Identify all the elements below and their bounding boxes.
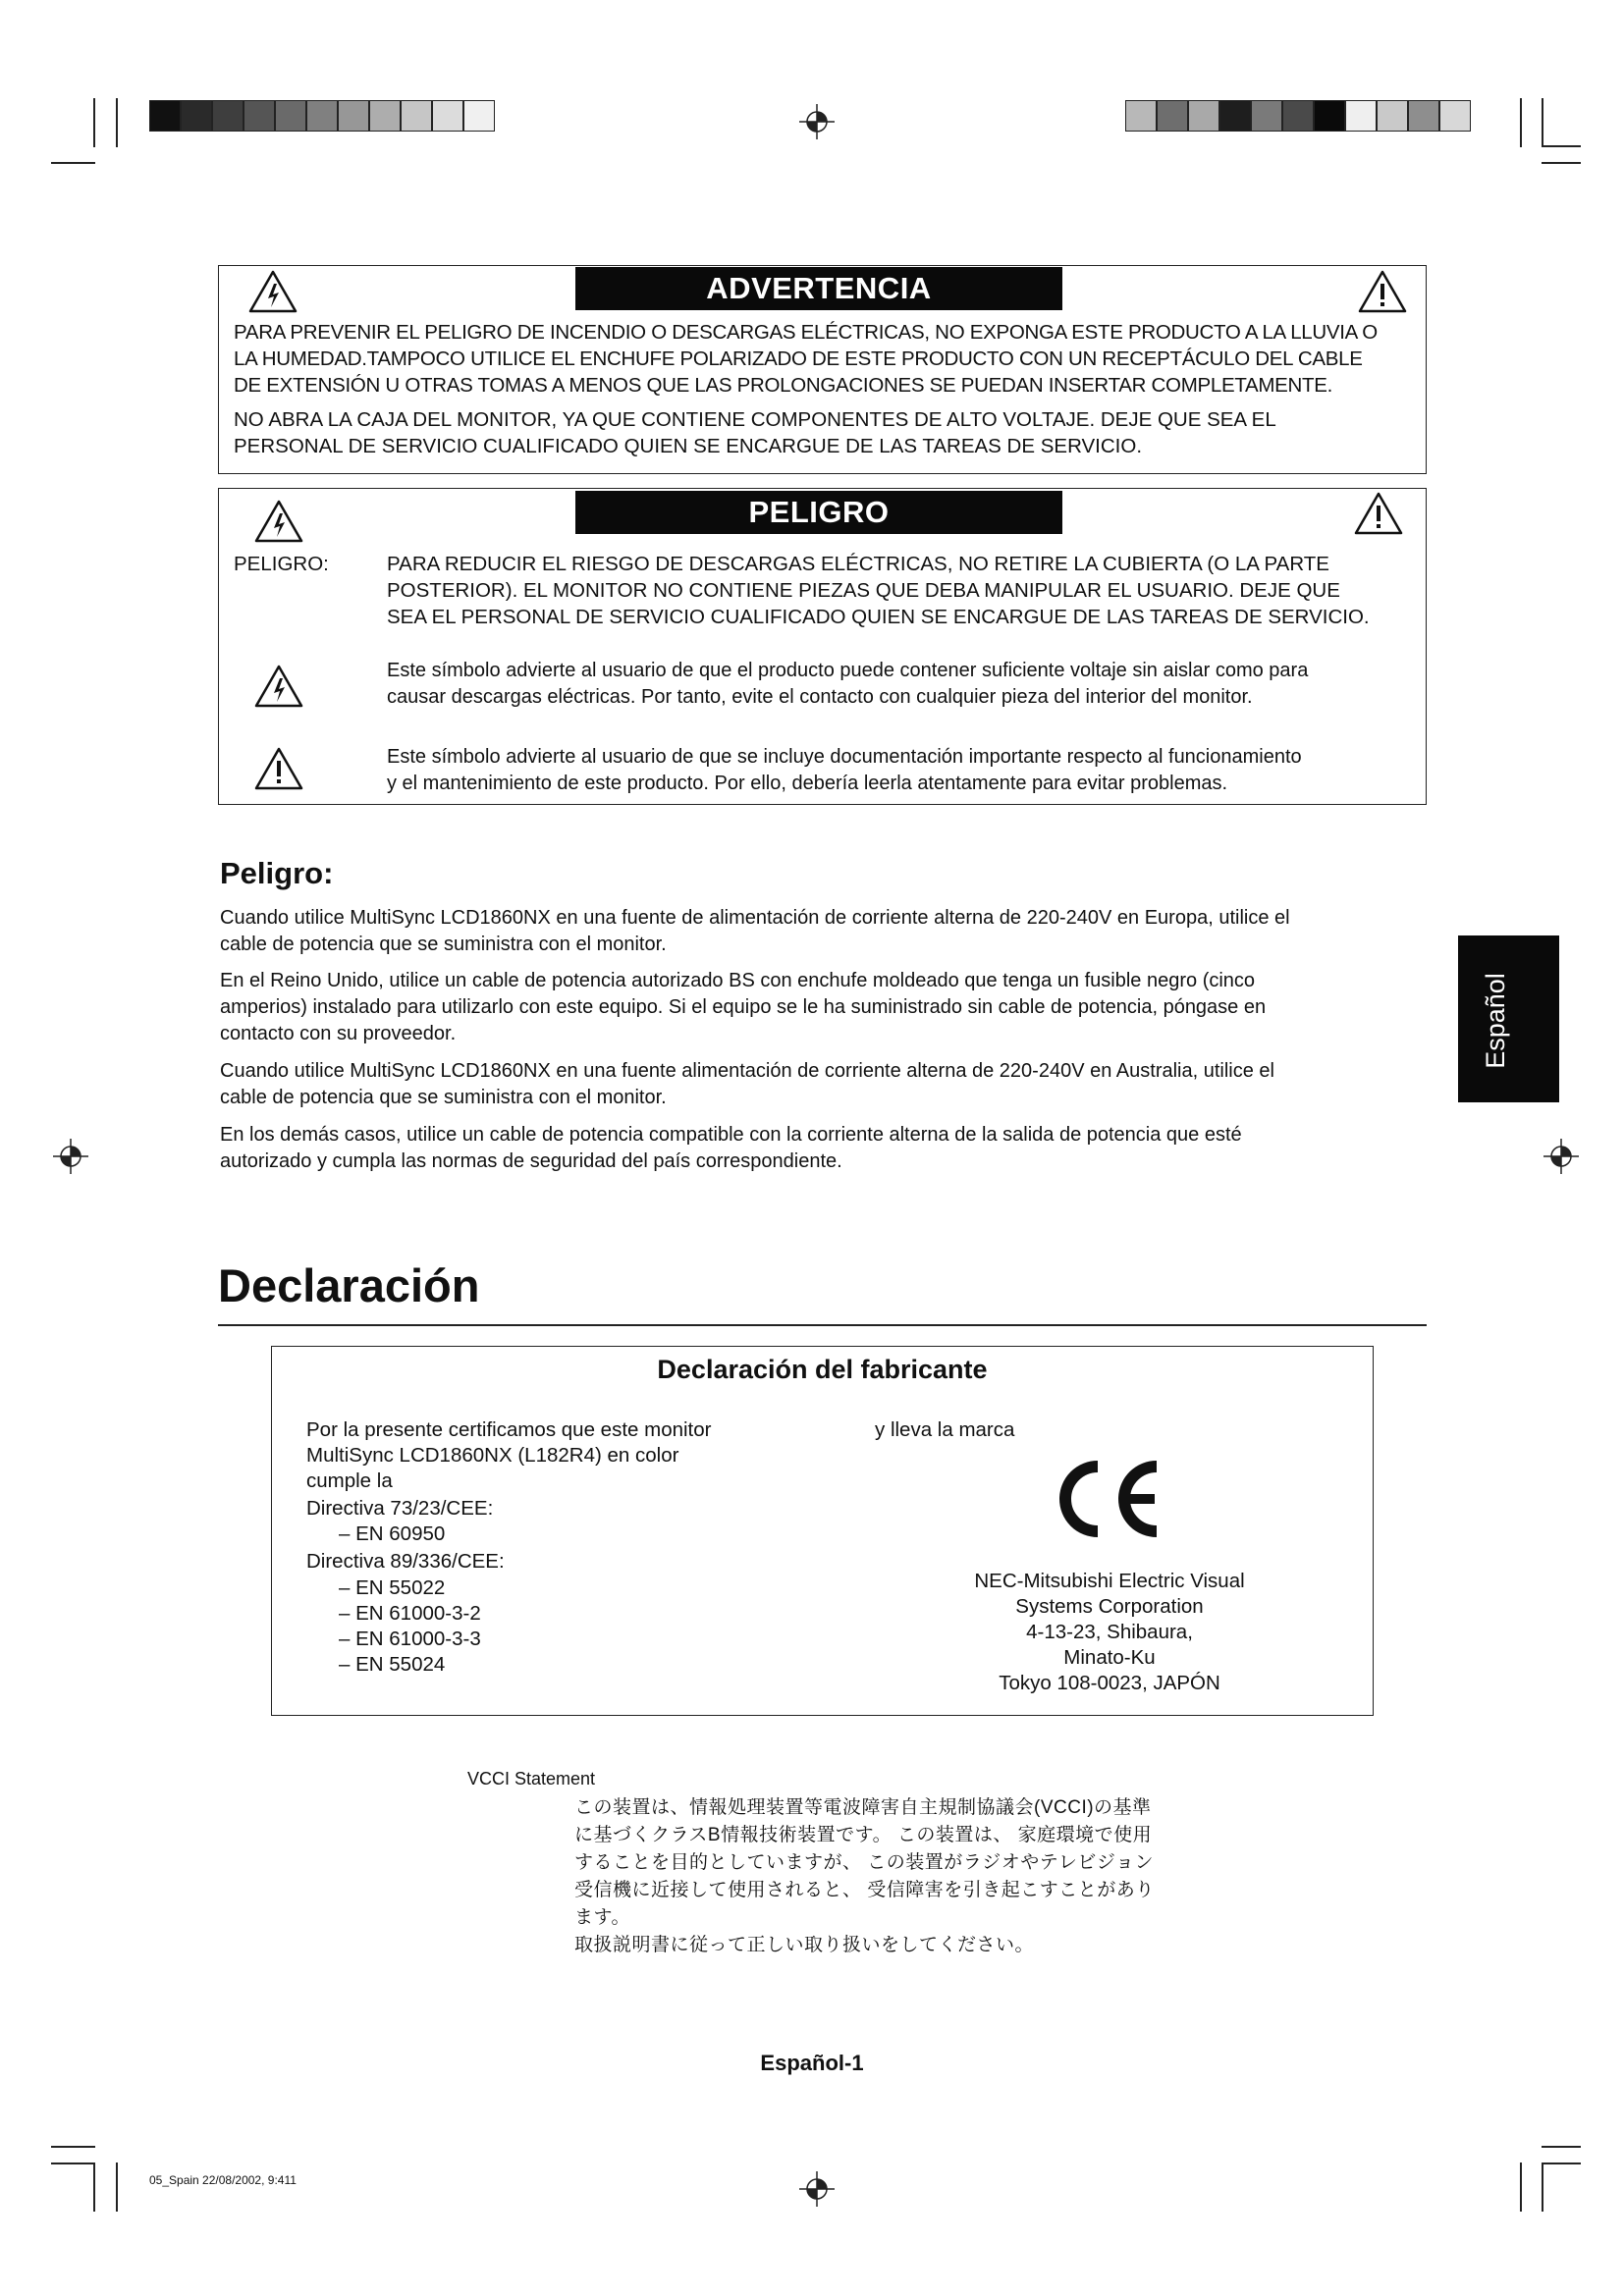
directive-73-23: Directiva 73/23/CEE: bbox=[306, 1497, 494, 1520]
color-swatch bbox=[306, 100, 338, 132]
declaration-box-title: Declaración del fabricante bbox=[657, 1355, 988, 1384]
standard-item: – EN 61000-3-3 bbox=[339, 1628, 481, 1650]
manufacturer-address: NEC-Mitsubishi Electric Visual Systems Corporation 4-13-23, Shibaura, Minato-Ku Tokyo 108-0023, JAPÓN bbox=[974, 1570, 1245, 1694]
color-swatch bbox=[1439, 100, 1471, 132]
advertencia-text-b: NO ABRA LA CAJA DEL MONITOR, YA QUE CONTIENE COMPONENTES DE ALTO VOLTAJE. DEJE QUE SEA EL PERSONAL DE SERVICIO CUALIFICADO QUIEN SE ENCARGUE DE LAS TAREAS DE SERVICIO. bbox=[234, 408, 1276, 457]
color-swatch bbox=[1219, 100, 1251, 132]
vcci-text-line: 受信機に近接して使用されると、 受信障害を引き起こすことがあり bbox=[574, 1880, 1155, 1900]
peligro-section-title: Peligro: bbox=[220, 856, 334, 890]
color-swatch bbox=[432, 100, 463, 132]
documentation-symbol-note: Este símbolo advierte al usuario de que se incluye documentación importante respecto al funcionamiento y el mantenimiento de este producto. Por ello, debería leerla atentamente para evitar problemas. bbox=[387, 746, 1302, 794]
peligro-paragraph: En los demás casos, utilice un cable de potencia compatible con la corriente alterna de la salida de potencia que esté autorizado y cumpla las normas de seguridad del país correspondiente. bbox=[220, 1124, 1242, 1172]
color-swatch bbox=[1345, 100, 1377, 132]
color-swatch bbox=[1408, 100, 1439, 132]
ce-mark-intro: y lleva la marca bbox=[875, 1418, 1015, 1441]
vcci-text-line: することを目的としていますが、 この装置がラジオやテレビジョン bbox=[574, 1852, 1155, 1873]
peligro-label: PELIGRO: bbox=[234, 553, 329, 575]
vcci-title: VCCI Statement bbox=[467, 1769, 596, 1789]
registration-mark-top bbox=[797, 102, 837, 141]
color-swatch bbox=[401, 100, 432, 132]
color-swatch bbox=[369, 100, 401, 132]
vcci-text-line: ます。 bbox=[574, 1907, 630, 1928]
color-swatch bbox=[181, 100, 212, 132]
color-swatch bbox=[1282, 100, 1314, 132]
advertencia-text-a: PARA PREVENIR EL PELIGRO DE INCENDIO O DESCARGAS ELÉCTRICAS, NO EXPONGA ESTE PRODUCTO A LA LLUVIA O LA HUMEDAD.TAMPOCO UTILICE EL ENCHUFE POLARIZADO DE ESTE PRODUCTO CON UN RECEPTÁCULO DEL CABLE DE EXTENSIÓN U OTRAS TOMAS A MENOS QUE LAS PROLONGACIONES SE PUEDAN INSERTAR COMPLETAMENTE. bbox=[234, 321, 1378, 397]
directive-89-336: Directiva 89/336/CEE: bbox=[306, 1550, 505, 1573]
registration-mark-right bbox=[1542, 1137, 1581, 1176]
standard-item: – EN 60950 bbox=[339, 1522, 446, 1545]
exclamation-warning-icon bbox=[253, 746, 304, 791]
registration-mark-left bbox=[51, 1137, 90, 1176]
color-swatch bbox=[1157, 100, 1188, 132]
standard-item: – EN 61000-3-2 bbox=[339, 1602, 481, 1625]
lightning-warning-icon bbox=[253, 499, 304, 544]
language-tab-label: Español bbox=[1481, 973, 1510, 1069]
color-swatch bbox=[149, 100, 181, 132]
peligro-paragraph: En el Reino Unido, utilice un cable de potencia autorizado BS con enchufe moldeado que tenga un fusible negro (cinco amperios) instalado para utilizarlo con este equipo. Si el equipo se le ha suministrado sin cable de potencia, póngase en contacto con su proveedor. bbox=[220, 970, 1267, 1044]
declaracion-title: Declaración bbox=[218, 1259, 480, 1311]
peligro-paragraph: Cuando utilice MultiSync LCD1860NX en una fuente de alimentación de corriente alterna de 220-240V en Europa, utilice el cable de potencia que se suministra con el monitor. bbox=[220, 907, 1290, 955]
exclamation-warning-icon bbox=[1357, 269, 1408, 314]
file-info: 05_Spain 22/08/2002, 9:411 bbox=[149, 2173, 297, 2187]
color-swatch bbox=[1251, 100, 1282, 132]
declaration-text: Por la presente certificamos que este monitor MultiSync LCD1860NX (L182R4) en color cumple la bbox=[306, 1418, 712, 1492]
color-swatch bbox=[1125, 100, 1157, 132]
color-swatch bbox=[338, 100, 369, 132]
peligro-text: PARA REDUCIR EL RIESGO DE DESCARGAS ELÉCTRICAS, NO RETIRE LA CUBIERTA (O LA PARTE POSTERIOR). EL MONITOR NO CONTIENE PIEZAS QUE DEBA MANIPULAR EL USUARIO. DEJE QUE SEA EL PERSONAL DE SERVICIO CUALIFICADO QUIEN SE ENCARGUE DE LAS TAREAS DE SERVICIO. bbox=[387, 553, 1370, 628]
advertencia-header: ADVERTENCIA bbox=[575, 267, 1062, 310]
lightning-warning-icon bbox=[247, 269, 298, 314]
color-bar-right bbox=[1125, 100, 1471, 132]
standard-item: – EN 55022 bbox=[339, 1576, 446, 1599]
voltage-symbol-note: Este símbolo advierte al usuario de que el producto puede contener suficiente voltaje sin aislar como para causar descargas eléctricas. Por tanto, evite el contacto con cualquier pieza del interior del monitor. bbox=[387, 660, 1309, 708]
page-number: Español-1 bbox=[760, 2051, 864, 2075]
vcci-text-line: この装置は、情報処理装置等電波障害自主規制協議会(VCCI)の基準 bbox=[574, 1797, 1152, 1818]
color-swatch bbox=[1188, 100, 1219, 132]
color-swatch bbox=[212, 100, 244, 132]
exclamation-warning-icon bbox=[1353, 491, 1404, 536]
vcci-text-line: 取扱説明書に従って正しい取り扱いをしてください。 bbox=[574, 1935, 1035, 1955]
standard-item: – EN 55024 bbox=[339, 1653, 446, 1676]
lightning-warning-icon bbox=[253, 664, 304, 709]
peligro-header: PELIGRO bbox=[575, 491, 1062, 534]
color-swatch bbox=[244, 100, 275, 132]
color-swatch bbox=[1314, 100, 1345, 132]
color-swatch bbox=[463, 100, 495, 132]
divider bbox=[218, 1324, 1427, 1326]
color-swatch bbox=[275, 100, 306, 132]
registration-mark-bottom bbox=[797, 2169, 837, 2209]
color-swatch bbox=[1377, 100, 1408, 132]
vcci-text-line: に基づくクラスB情報技術装置です。 この装置は、 家庭環境で使用 bbox=[574, 1825, 1153, 1845]
ce-mark-icon bbox=[1047, 1455, 1163, 1543]
color-bar-left bbox=[149, 100, 495, 132]
peligro-paragraph: Cuando utilice MultiSync LCD1860NX en una fuente alimentación de corriente alterna de 220-240V en Australia, utilice el cable de potencia que se suministra con el monitor. bbox=[220, 1060, 1274, 1108]
